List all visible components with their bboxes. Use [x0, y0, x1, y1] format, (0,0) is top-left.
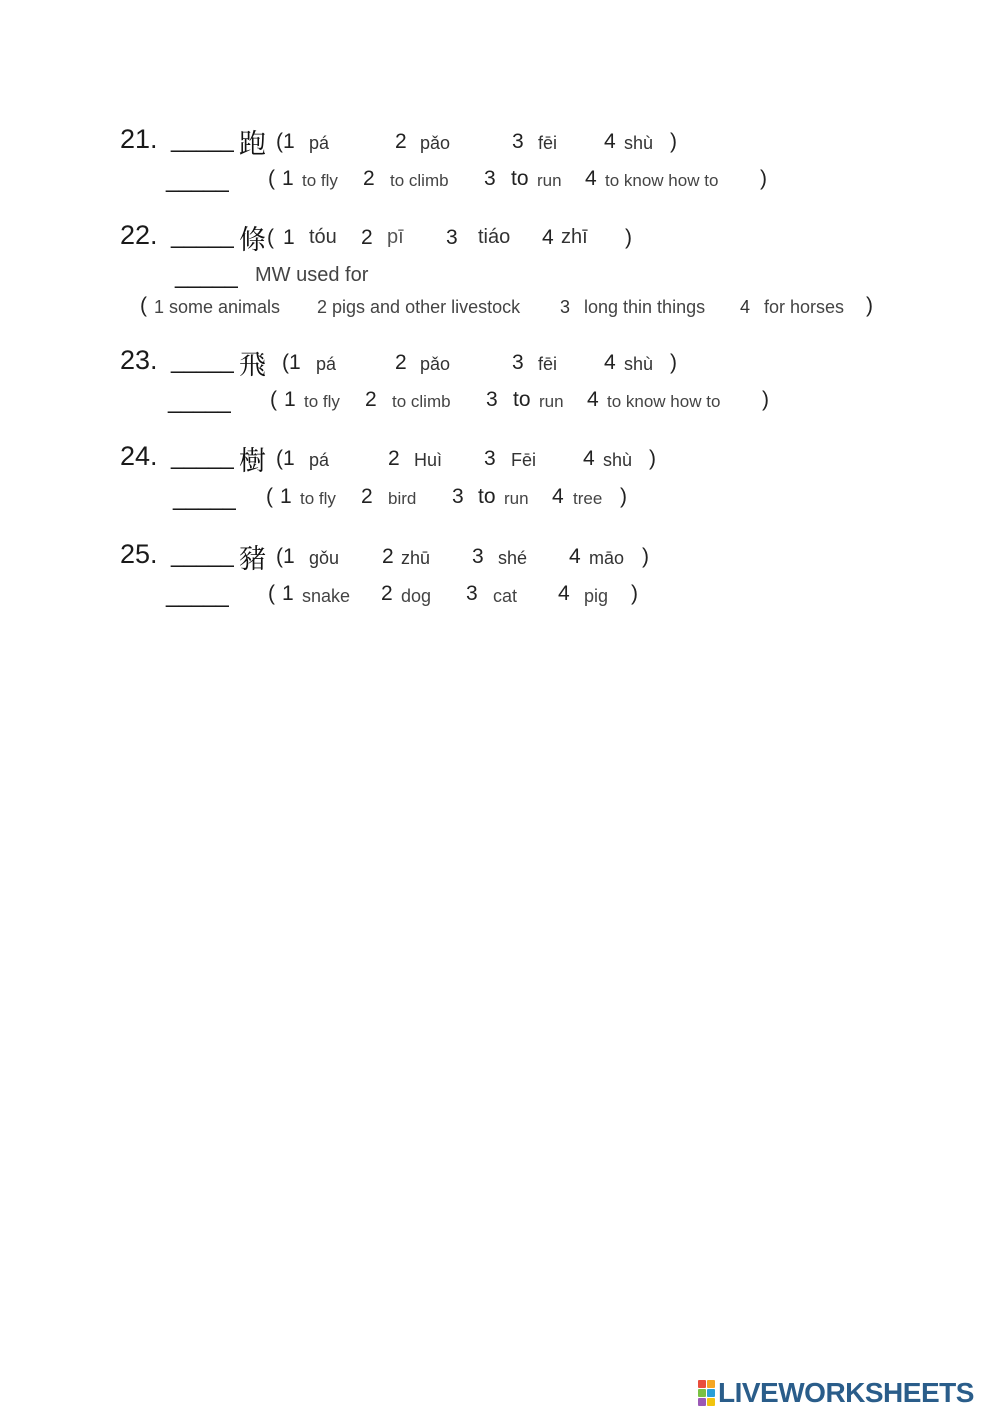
option-number: 3	[484, 167, 496, 190]
pinyin-open: (1	[276, 447, 295, 470]
meaning-close: )	[760, 167, 767, 190]
meaning-option: to fly	[304, 392, 340, 411]
pinyin-option: pǎo	[420, 354, 451, 374]
logo-mark-icon	[698, 1380, 715, 1406]
meaning-option: to	[478, 485, 496, 508]
option-number: 3	[452, 485, 464, 508]
meaning-option: tree	[573, 489, 603, 508]
pinyin-option: shé	[498, 548, 528, 568]
meaning-close: )	[866, 294, 873, 317]
logo-square	[707, 1380, 715, 1388]
answer-blank[interactable]: _____	[171, 541, 233, 568]
pinyin-option: shù	[603, 450, 633, 470]
option-number: 3	[466, 582, 478, 605]
option-number: 4	[604, 351, 616, 374]
pinyin-option: pá	[316, 354, 337, 374]
option-number: 4	[558, 582, 570, 605]
pinyin-close: )	[670, 351, 677, 374]
meaning-option: to climb	[390, 171, 449, 190]
meaning-prompt: MW used for	[255, 264, 369, 286]
pinyin-option: pá	[309, 133, 330, 153]
pinyin-option: māo	[589, 548, 625, 568]
meaning-option: 1 some animals	[154, 297, 281, 317]
meaning-option: dog	[401, 586, 432, 606]
option-number: 2	[395, 130, 407, 153]
pinyin-option: gǒu	[309, 548, 340, 568]
meaning-option: to	[511, 167, 529, 190]
meaning-option: for horses	[764, 297, 845, 317]
option-number: 1	[282, 167, 294, 190]
meaning-close: )	[631, 582, 638, 605]
logo-text: LIVEWORKSHEETS	[718, 1377, 974, 1408]
pinyin-option: tóu	[309, 226, 337, 248]
option-number: 4	[583, 447, 595, 470]
option-number: 4	[740, 297, 751, 317]
answer-blank[interactable]: _____	[171, 443, 233, 470]
meaning-blank[interactable]: _____	[173, 484, 235, 511]
pinyin-option: pī	[387, 226, 404, 248]
answer-blank[interactable]: _____	[171, 222, 233, 249]
question-number: 22.	[120, 220, 158, 250]
meaning-option: snake	[302, 586, 351, 606]
meaning-option: run	[539, 392, 564, 411]
pinyin-option: Fēi	[511, 450, 537, 470]
answer-blank[interactable]: _____	[171, 347, 233, 374]
pinyin-close: )	[670, 130, 677, 153]
meaning-open: (	[270, 388, 277, 411]
meaning-open: (	[140, 294, 147, 317]
option-number: 3	[486, 388, 498, 411]
meaning-option: long thin things	[584, 297, 706, 317]
pinyin-open: (1	[276, 130, 295, 153]
meaning-blank[interactable]: _____	[175, 262, 237, 289]
option-number: 1	[284, 388, 296, 411]
pinyin-option: Huì	[414, 450, 443, 470]
option-number: 4	[604, 130, 616, 153]
question-number: 21.	[120, 124, 158, 154]
answer-blank[interactable]: _____	[171, 126, 233, 153]
meaning-close: )	[620, 485, 627, 508]
option-number: 4	[542, 226, 554, 249]
option-number: 2	[382, 545, 394, 568]
question-number: 24.	[120, 441, 158, 471]
meaning-option: run	[537, 171, 562, 190]
option-number: 4	[569, 545, 581, 568]
logo-square	[698, 1398, 706, 1406]
meaning-blank[interactable]: _____	[168, 387, 230, 414]
liveworksheets-logo[interactable]	[698, 1378, 974, 1408]
option-number: 2	[381, 582, 393, 605]
pinyin-option: shù	[624, 354, 654, 374]
pinyin-option: fēi	[538, 354, 558, 374]
option-number: 3	[512, 130, 524, 153]
pinyin-open: (	[267, 226, 274, 249]
meaning-blank[interactable]: _____	[166, 581, 228, 608]
pinyin-open: (1	[276, 545, 295, 568]
option-number: 1	[280, 485, 292, 508]
meaning-option: pig	[584, 586, 609, 606]
meaning-close: )	[762, 388, 769, 411]
option-number: 4	[587, 388, 599, 411]
meaning-option: to know how to	[607, 392, 721, 411]
pinyin-close: )	[649, 447, 656, 470]
meaning-option: run	[504, 489, 529, 508]
question-number: 25.	[120, 539, 158, 569]
option-number: 4	[552, 485, 564, 508]
meaning-option: to know how to	[605, 171, 719, 190]
meaning-open: (	[268, 582, 275, 605]
logo-square	[698, 1389, 706, 1397]
option-number: 1	[283, 226, 295, 249]
option-number: 2	[361, 226, 373, 249]
option-number: 3	[472, 545, 484, 568]
option-number: 1	[282, 582, 294, 605]
chinese-character: 飛	[239, 350, 266, 381]
option-number: 2	[388, 447, 400, 470]
question-number: 23.	[120, 345, 158, 375]
option-number: 2	[363, 167, 375, 190]
pinyin-option: tiáo	[478, 226, 511, 248]
pinyin-close: )	[642, 545, 649, 568]
chinese-character: 跑	[239, 129, 266, 160]
option-number: 3	[560, 297, 571, 317]
meaning-option: to	[513, 388, 531, 411]
meaning-open: (	[266, 485, 273, 508]
meaning-option: 2 pigs and other livestock	[317, 297, 521, 317]
option-number: 3	[446, 226, 458, 249]
option-number: 2	[395, 351, 407, 374]
pinyin-option: fēi	[538, 133, 558, 153]
chinese-character: 豬	[239, 544, 266, 575]
logo-square	[698, 1380, 706, 1388]
meaning-option: to climb	[392, 392, 451, 411]
option-number: 3	[512, 351, 524, 374]
option-number: 2	[361, 485, 373, 508]
pinyin-option: zhū	[401, 548, 431, 568]
meaning-option: to fly	[300, 489, 336, 508]
logo-square	[707, 1398, 715, 1406]
meaning-open: (	[268, 167, 275, 190]
pinyin-option: shù	[624, 133, 654, 153]
chinese-character: 條	[239, 225, 266, 256]
meaning-blank[interactable]: _____	[166, 166, 228, 193]
meaning-option: bird	[388, 489, 417, 508]
pinyin-close: )	[625, 226, 632, 249]
logo-square	[707, 1389, 715, 1397]
meaning-option: to fly	[302, 171, 338, 190]
option-number: 4	[585, 167, 597, 190]
meaning-option: cat	[493, 586, 518, 606]
chinese-character: 樹	[239, 446, 266, 477]
pinyin-open: (1	[282, 351, 301, 374]
pinyin-option: pǎo	[420, 133, 451, 153]
option-number: 3	[484, 447, 496, 470]
pinyin-option: pá	[309, 450, 330, 470]
option-number: 2	[365, 388, 377, 411]
pinyin-option: zhī	[561, 226, 588, 248]
